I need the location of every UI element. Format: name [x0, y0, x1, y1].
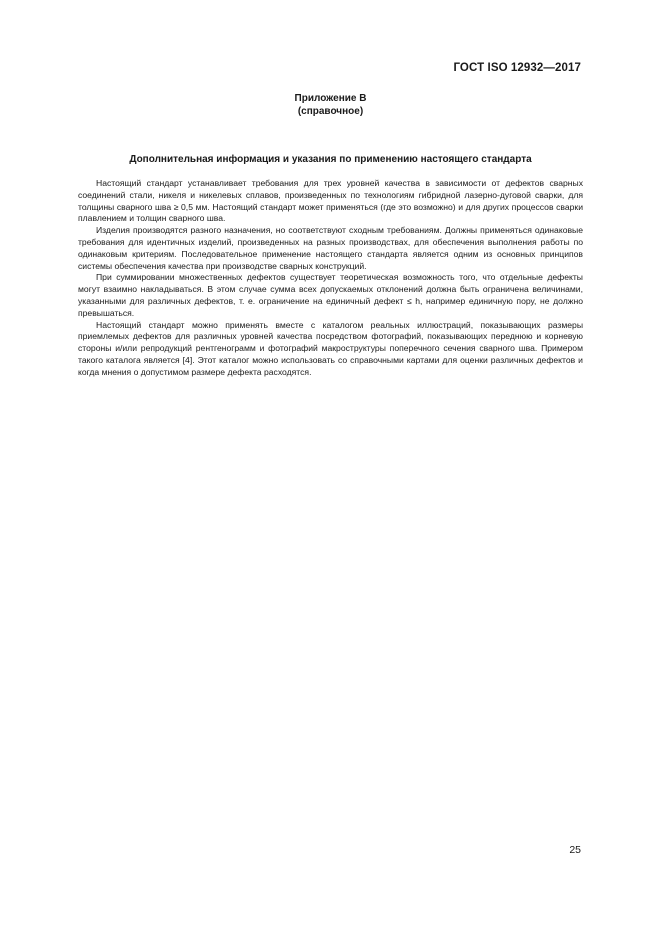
paragraph: При суммировании множественных дефектов существует теоретическая возможность того, что отдельные дефекты могут взаимно накладываться. В этом случае сумма всех допускаемых отклонений должна быть ограничена величинами, указанными для различных дефектов, т. е. ограничение на единичный дефект ≤ h, например единичную пору, не должно превышаться. — [78, 272, 583, 318]
section-title: Дополнительная информация и указания по применению настоящего стандарта — [129, 154, 532, 165]
paragraph: Настоящий стандарт устанавливает требования для трех уровней качества в зависимости от дефектов сварных соединений стали, никеля и никелевых сплавов, произведенных по технологиям гибридной лазерно-дуговой сварки, для толщины сварного шва ≥ 0,5 мм. Настоящий стандарт может применяться (где это возможно) и для других процессов сварки плавлением и толщин сварного шва. — [78, 178, 583, 224]
annex-title: Приложение В — [294, 93, 367, 104]
paragraph: Изделия производятся разного назначения, но соответствуют сходным требованиям. Должны применяться одинаковые требования для идентичных изделий, произведенных на разных производствах, для обеспечения выполнения работы по одинаковым критериям. Последовательное применение настоящего стандарта является одним из основных принципов системы обеспечения качества при производстве сварных конструкций. — [78, 225, 583, 271]
standard-code: ГОСТ ISO 12932—2017 — [453, 62, 581, 74]
page-number: 25 — [569, 844, 581, 856]
annex-heading — [0, 93, 661, 118]
body-text — [78, 178, 583, 379]
paragraph: Настоящий стандарт можно применять вместе с каталогом реальных иллюстраций, показывающих размеры приемлемых дефектов для различных уровней качества посредством фотографий, показывающих переднюю и корневую стороны и/или репродукций рентгенограмм и фотографий макроструктуры поперечного сечения сварного шва. Примером такого каталога является [4]. Этот каталог можно использовать со справочными картами для оценки различных дефектов и когда мнения о допустимом размере дефекта расходятся. — [78, 319, 583, 377]
annex-subtitle: (справочное) — [297, 105, 364, 117]
